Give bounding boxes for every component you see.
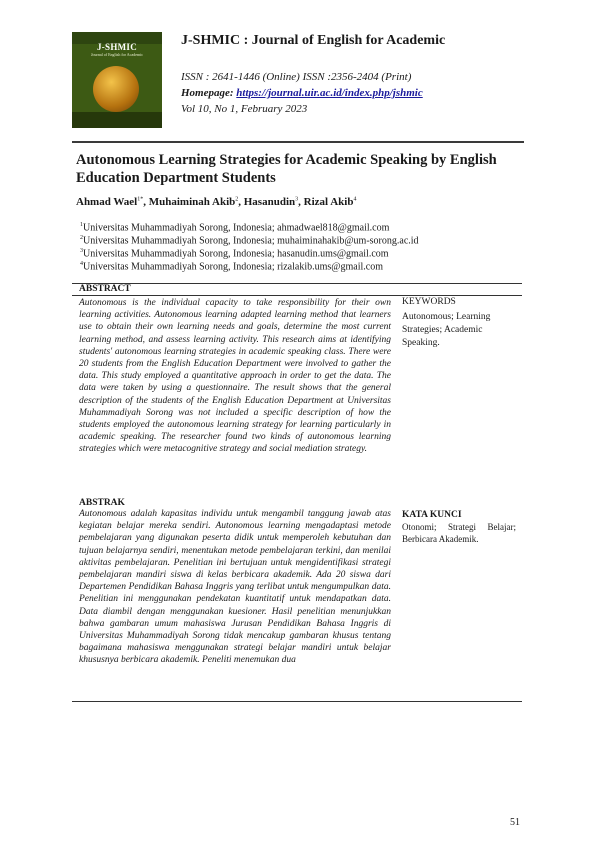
affiliation (80, 261, 383, 272)
volume-line: Vol 10, No 1, February 2023 (181, 103, 308, 115)
abstract-top-rule (72, 283, 522, 284)
homepage-line (181, 87, 423, 99)
keywords-heading: KEYWORDS (402, 297, 456, 307)
author-mark: 2 (235, 196, 239, 203)
globe-graphic (93, 66, 139, 112)
affiliation-mark: 4 (80, 261, 83, 267)
author-name: Rizal Akib (303, 196, 354, 208)
page-number: 51 (510, 817, 520, 828)
author-mark: 1* (137, 196, 144, 203)
abstrak-text: Autonomous adalah kapasitas individu untuk mengambil tanggung jawab atas kegiatan belajar mereka sendiri. Autonomous learning mengadaptasi metode pembelajaran yang digunakan peserta didik untuk memperoleh kebutuhan dan tujuan belajarnya sendiri, menentukan metode pembelajaran terkini, dan menilai aktivitas pembelajaran. Penelitian ini bertujuan untuk mengidentifikasi strategi pembelajaran mandiri siswa di kelas berbicara akademik. Ada 20 siswa dari Departemen Pendidikan Bahasa Inggris yang terlibat untuk mengumpulkan data. Penelitian ini menggunakan pendekatan kuantitatif untuk mendapatkan data. Data diambil dengan menggunakan kuesioner. Hasil penelitian menunjukkan bahwa gambaran umum mahasiswa Jurusan Pendidikan Bahasa Inggris di Universitas Muhammadiyah Sorong tidak mencakup gambaran khusus tentang bagaimana mahasiswa menggunakan strategi belajar mandiri untuk belajar khususnya berbicara akademik. Peneliti menemukan dua (79, 509, 391, 666)
abstract-heading-rule (72, 295, 522, 296)
header-divider (72, 141, 524, 143)
author-name: Muhaiminah Akib (148, 196, 236, 208)
affiliation-mark: 2 (80, 235, 83, 241)
affiliation-mark: 1 (80, 222, 83, 228)
homepage-link[interactable]: https://journal.uir.ac.id/index.php/jshmic (236, 87, 423, 99)
issn-line: ISSN : 2641-1446 (Online) ISSN :2356-2404 (Print) (181, 71, 412, 83)
homepage-label: Homepage: (181, 87, 234, 99)
affiliation-mark: 3 (80, 248, 83, 254)
paper-title: Autonomous Learning Strategies for Academic Speaking by English Education Department Students (76, 152, 497, 186)
affiliation (80, 248, 389, 259)
kata-kunci-text: Otonomi; Strategi Belajar; Berbicara Akademik. (402, 522, 516, 544)
affiliation (80, 222, 389, 233)
author-name: Hasanudin (243, 196, 296, 208)
journal-title: J-SHMIC : Journal of English for Academic (181, 33, 446, 48)
author-mark: 4 (353, 196, 357, 203)
affiliation-text: Universitas Muhammadiyah Sorong, Indonesia; rizalakib.ums@gmail.com (83, 261, 383, 273)
affiliation-text: Universitas Muhammadiyah Sorong, Indonesia; ahmadwael818@gmail.com (83, 222, 390, 234)
cover-title: J-SHMIC (96, 42, 138, 52)
affiliation-text: Universitas Muhammadiyah Sorong, Indonesia; muhaiminahakib@um-sorong.ac.id (83, 235, 419, 247)
keywords-text: Autonomous; Learning Strategies; Academic Speaking. (402, 312, 491, 348)
affiliation (80, 235, 419, 246)
journal-cover-image (72, 32, 162, 128)
author-list: Ahmad Wael$^{1*}$, Muhaiminah Akib$^2$, Hasanudin$^3$, Rizal Akib$^4$ (76, 196, 357, 208)
kata-kunci-heading: KATA KUNCI (402, 510, 462, 520)
author-name: Ahmad Wael (76, 196, 138, 208)
abstrak-bottom-rule (72, 701, 522, 702)
abstrak-heading: ABSTRAK (79, 498, 125, 508)
abstract-text: Autonomous is the individual capacity to take responsibility for their own learning activities. Autonomous learning adapted learning method that learners use to obtain their own learning needs and goals, determine the most current learning method, and assess learning activity. This research aims at identifying students' autonomous learning strategies in academic speaking class. There were 20 students from the English Education Department were involved to gather the data. This study employed a quantitative approach in order to get the data. The data were taken by using a questionnaire. The result shows that the general description of the students of the English Education Department at Universitas Muhammadiyah Sorong was not included a specific description of how the students employed the autonomous learning strategy for learning particularly in academic speaking. The researcher found two kinds of autonomous learning strategies which were metacognitive strategy and social mediation strategy. (79, 298, 391, 455)
abstract-heading: ABSTRACT (79, 284, 131, 294)
affiliation-text: Universitas Muhammadiyah Sorong, Indonesia; hasanudin.ums@gmail.com (83, 248, 389, 260)
cover-subtitle: Journal of English for Academic (91, 52, 143, 57)
author-mark: 3 (295, 196, 299, 203)
